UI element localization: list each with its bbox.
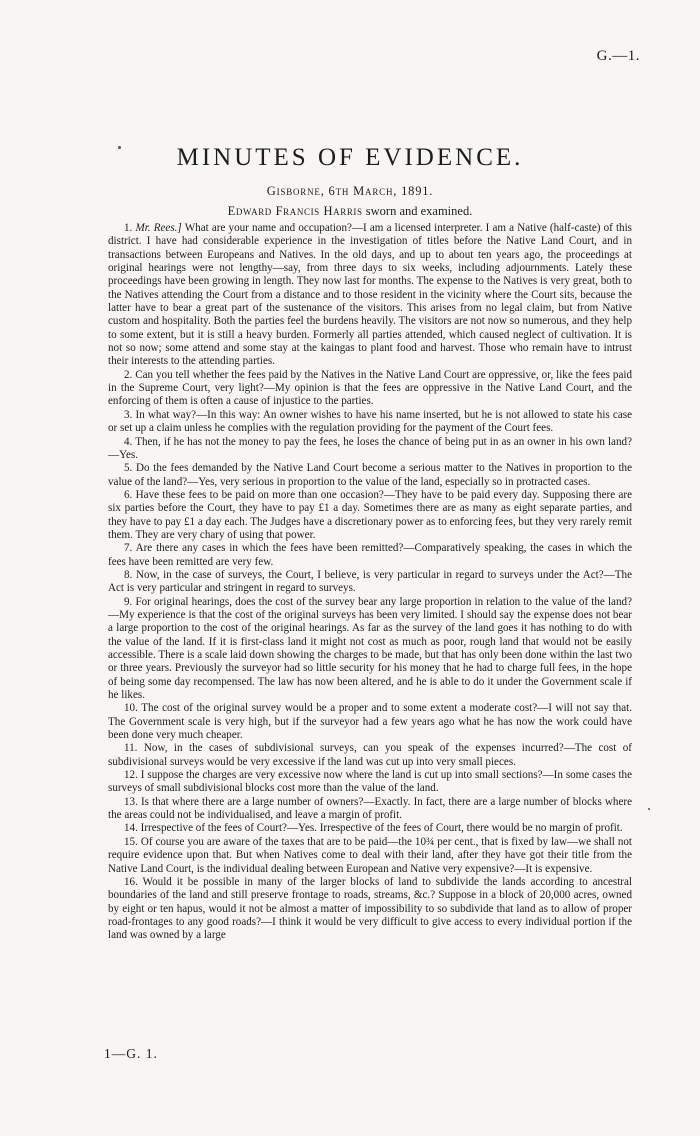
evidence-paragraph: [108, 769, 632, 796]
question-answer-text: Are there any cases in which the fees have been remitted?—Comparatively speaking, the cases in which the fees have been remitted are very few.: [108, 542, 632, 568]
question-number: 9.: [124, 595, 136, 608]
question-number: 7.: [124, 542, 136, 555]
evidence-paragraph: [108, 436, 632, 463]
question-answer-text: The cost of the original survey would be a proper and to some extent a moderate cost?—I will not say that. The Government scale is very high, but if the surveyor had a few years ago what he has now the work could have been done very much cheaper.: [108, 702, 632, 742]
question-number: 8.: [124, 568, 136, 581]
question-answer-text: I suppose the charges are very excessive now where the land is cut up into small sections?—In some cases the surveys of small subdivisional blocks cost more than the value of the land.: [108, 769, 633, 795]
question-answer-text: Have these fees to be paid on more than one occasion?—They have to be paid every day. Supposing there are six parties before the Court, they have to pay £1 a day. Sometimes there are as many as eight separate parties, and they have to pay £1 a day each. The Judges have a discretionary power as to enforcing fees, but they very rarely remit them. They are very chary of using that power.: [108, 488, 632, 541]
question-number: 10.: [124, 702, 142, 715]
witness-line: [0, 204, 700, 219]
evidence-paragraph: [108, 462, 632, 489]
question-answer-text: Is that where there are a large number of owners?—Exactly. In fact, there are a large number of blocks where the areas could not be individualised, and leave a margin of profit.: [108, 795, 632, 822]
evidence-paragraph: [108, 409, 632, 436]
evidence-paragraph: [108, 822, 632, 835]
witness-status: sworn and examined.: [365, 204, 473, 218]
question-number: 3.: [124, 408, 136, 421]
question-answer-text: What are your name and occupation?—I am a licensed interpreter. I am a Native (half-caste) of this district. I have had considerable experience in the investigation of titles before the Native Land Court, and in transactions between Europeans and Natives. In the old days, and up to about ten years ago, the proceedings at original hearings were not lengthy—say, from three days to six weeks, including adjournments. Lately these proceedings have been growing in length. They now last for months. The expense to the Natives is very great, both to the Natives attending the Court from a distance and to those resident in the vicinity where the Court sits, because the latter have to bear a great part of the sustenance of the visitors. This arises from no legal claim, but from Native custom and hospitality. Both the parties feel the burdens heavily. The visitors are not now so numerous, and they help to some extent, but it is still a heavy burden. Formerly all parties attended, which caused neglect of cultivation. It is not so now; some attend and some stay at the kaingas to plant food and harvest. Those who remain have to intrust their interests to the attending parties.: [108, 222, 632, 368]
evidence-paragraph: [108, 742, 632, 769]
print-speck: [648, 808, 650, 810]
question-answer-text: Then, if he has not the money to pay the fees, he loses the chance of being put in as an owner in his own land?—Yes.: [108, 435, 632, 461]
evidence-paragraph: [108, 796, 632, 823]
evidence-paragraph: [108, 876, 632, 943]
question-answer-text: Can you tell whether the fees paid by the Natives in the Native Land Court are oppressive, or, like the fees paid in the Supreme Court, very light?—My opinion is that the fees are oppressive in the Native Land Court, and the enforcing of them is often a cause of injustice to the parties.: [108, 368, 633, 408]
speaker-name: Mr. Rees.]: [135, 222, 182, 234]
evidence-paragraph: [108, 542, 632, 569]
question-answer-text: In what way?—In this way: An owner wishes to have his name inserted, but he is not allowed to state his case or set up a claim unless he complies with the regulation providing for the payment of the Court fees.: [108, 408, 632, 435]
evidence-paragraph: [108, 596, 632, 703]
evidence-paragraph: [108, 489, 632, 542]
footer-signature: 1—G. 1.: [104, 1046, 158, 1061]
document-title: MINUTES OF EVIDENCE.: [176, 144, 524, 171]
question-answer-text: Of course you are aware of the taxes that are to be paid—the 10¾ per cent., that is fixed by law—we shall not require evidence upon that. But when Natives come to deal with their land, after they have got their title from the Native Land Court, is the individual dealing between European and Native very expensive?—It is expensive.: [108, 835, 633, 875]
question-number: 13.: [124, 795, 141, 808]
evidence-paragraph: [108, 569, 632, 596]
print-speck: [118, 146, 121, 149]
question-number: 1.: [124, 222, 136, 234]
question-answer-text: For original hearings, does the cost of the survey bear any large proportion in relation to the value of the land?—My experience is that the cost of the original surveys has been very limited. I should say the expense does not bear a large proportion to the cost of the original hearings. As far as the survey of the land goes it has nothing to do with the value of the land. If it is first-class land it might not cost as much as poor, rough land that would not be easily accessible. There is a scale laid down showing the charges to be made, but that has only been done within the last two or three years. Previously the surveyor had so little security for his money that he had to charge full fees, in the hope of being some day recompensed. The law has now been altered, and he is able to do it under the Government scale if he likes.: [108, 595, 633, 702]
question-number: 16.: [124, 875, 143, 888]
question-number: 15.: [124, 835, 141, 848]
question-answer-text: Do the fees demanded by the Native Land Court become a serious matter to the Natives in proportion to the value of the land?—Yes, very serious in proportion to the value of the land, especially so in protracted cases.: [108, 462, 633, 488]
evidence-paragraph: [108, 222, 632, 369]
question-number: 11.: [124, 742, 144, 755]
page-reference: G.—1.: [596, 48, 640, 64]
question-answer-text: Now, in the cases of subdivisional surveys, can you speak of the expenses incurred?—The cost of subdivisional surveys would be very excessive if the land was cut up into very small pieces.: [108, 742, 632, 768]
evidence-paragraph: [108, 836, 632, 876]
question-answer-text: Now, in the case of surveys, the Court, I believe, is very particular in regard to surveys under the Act?—The Act is very particular and stringent in regard to surveys.: [108, 568, 633, 595]
witness-name: Edward Francis Harris: [227, 204, 363, 218]
question-number: 5.: [124, 462, 137, 475]
dateline: Gisborne, 6th March, 1891.: [266, 184, 434, 198]
question-number: 14.: [124, 822, 141, 835]
evidence-paragraph: [108, 369, 632, 409]
question-answer-text: Irrespective of the fees of Court?—Yes. Irrespective of the fees of Court, there would be no margin of profit.: [140, 822, 623, 835]
evidence-body: [108, 222, 632, 943]
question-number: 2.: [124, 368, 136, 381]
question-number: 12.: [124, 769, 141, 782]
evidence-paragraph: [108, 702, 632, 742]
question-number: 6.: [124, 488, 136, 501]
question-answer-text: Would it be possible in many of the larger blocks of land to subdivide the lands according to ancestral boundaries of the land and still preserve frontage to roads, streams, &c.? Suppose in a block of 20,000 acres, owned by eight or ten hapus, would it not be almost a matter of impossibility to so subdivide that land as to allow of proper road-frontages to any good roads?—I think it would be very difficult to give access to every individual portion if the land was owned by a large: [108, 875, 632, 942]
question-number: 4.: [124, 435, 136, 448]
